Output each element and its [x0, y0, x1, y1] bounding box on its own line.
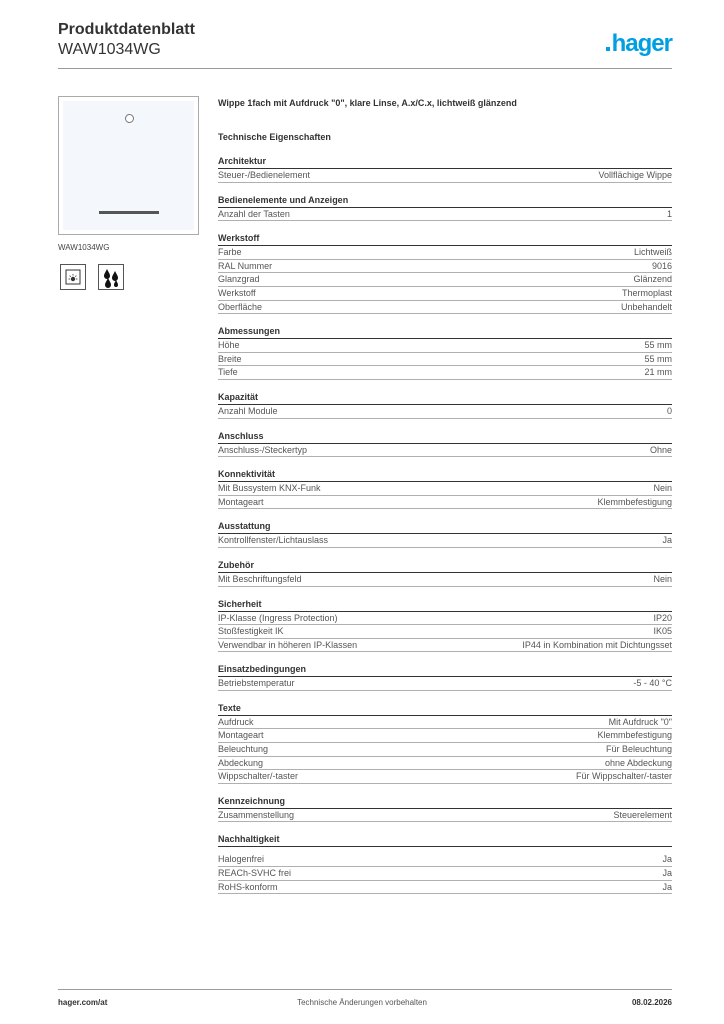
spec-value: ohne Abdeckung	[604, 757, 672, 768]
waterdrops-icon	[98, 264, 124, 290]
spec-value: IK05	[653, 626, 672, 637]
section-title: Kapazität	[218, 391, 259, 402]
spec-row	[218, 729, 672, 743]
spec-label: Verwendbar in höheren IP-Klassen	[218, 639, 358, 650]
spec-value: Ja	[662, 535, 672, 546]
section-title: Konnektivität	[218, 469, 276, 480]
spec-row	[218, 534, 672, 548]
spec-section	[218, 231, 672, 314]
spec-section	[218, 597, 672, 653]
spec-label: Beleuchtung	[218, 744, 269, 755]
spec-sections	[218, 154, 672, 894]
spec-value: Klemmbefestigung	[597, 730, 672, 741]
spec-row	[218, 743, 672, 757]
spec-label: Wippschalter/-taster	[218, 771, 299, 782]
spec-value: 9016	[651, 260, 672, 271]
spec-row	[218, 260, 672, 274]
spec-label: Kontrollfenster/Lichtauslass	[218, 535, 329, 546]
spec-label: Anzahl Module	[218, 405, 278, 416]
spec-label: Breite	[218, 353, 242, 364]
spec-row	[218, 573, 672, 587]
spec-value: Für Wippschalter/-taster	[575, 771, 672, 782]
section-title: Texte	[218, 702, 241, 713]
spec-row	[218, 881, 672, 895]
spec-row	[218, 770, 672, 784]
spec-row	[218, 625, 672, 639]
spec-row	[218, 639, 672, 653]
spec-label: Farbe	[218, 247, 242, 258]
spec-row	[218, 496, 672, 510]
spec-value: Nein	[653, 483, 672, 494]
spec-label: Glanzgrad	[218, 274, 260, 285]
spec-value: Steuerelement	[613, 809, 672, 820]
spec-section	[218, 429, 672, 458]
spec-label: REACh-SVHC frei	[218, 868, 292, 879]
spec-section	[218, 193, 672, 222]
print-bar-icon	[99, 211, 159, 214]
spec-row	[218, 677, 672, 691]
spec-section	[218, 390, 672, 419]
section-title: Werkstoff	[218, 233, 260, 244]
spec-value: IP20	[653, 612, 672, 623]
section-title: Nachhaltigkeit	[218, 834, 280, 845]
footer-divider	[58, 989, 672, 990]
spec-label: Steuer-/Bedienelement	[218, 170, 311, 180]
spec-row	[218, 612, 672, 626]
spec-row	[218, 208, 672, 222]
spec-section	[218, 794, 672, 823]
spec-label: RoHS-konform	[218, 881, 278, 892]
spec-row	[218, 287, 672, 301]
lens-icon	[125, 114, 134, 123]
product-description: Wippe 1fach mit Aufdruck "0", klare Linse, A.x/C.x, lichtweiß glänzend	[218, 98, 517, 108]
spec-value: 55 mm	[644, 340, 672, 351]
section-title: Sicherheit	[218, 598, 262, 609]
spec-value: Lichtweiß	[633, 247, 672, 258]
spec-label: Halogenfrei	[218, 854, 265, 865]
spec-row	[218, 867, 672, 881]
spec-row	[218, 482, 672, 496]
spec-label: Montageart	[218, 730, 264, 741]
section-title: Zubehör	[218, 559, 254, 570]
spec-value: Mit Aufdruck "0"	[608, 716, 672, 727]
spec-value: 21 mm	[644, 367, 672, 378]
section-title: Anschluss	[218, 430, 264, 441]
spec-section	[218, 467, 672, 509]
section-title: Abmessungen	[218, 326, 281, 337]
document-header	[58, 20, 195, 60]
spec-value: Glänzend	[633, 274, 672, 285]
spec-label: Montageart	[218, 496, 264, 507]
section-title: Ausstattung	[218, 521, 271, 532]
spec-label: Zusammenstellung	[218, 809, 295, 820]
product-image	[58, 96, 199, 235]
section-title: Einsatzbedingungen	[218, 664, 307, 675]
spec-section	[218, 519, 672, 548]
logo-dot-icon	[606, 47, 610, 51]
spec-label: Höhe	[218, 340, 240, 351]
header-divider	[58, 68, 672, 69]
tech-properties-heading: Technische Eigenschaften	[218, 132, 331, 142]
spec-value: Ja	[662, 854, 672, 865]
spec-label: Mit Bussystem KNX-Funk	[218, 483, 321, 494]
section-title: Kennzeichnung	[218, 795, 285, 806]
footer-disclaimer: Technische Änderungen vorbehalten	[297, 998, 427, 1007]
spec-label: Anzahl der Tasten	[218, 208, 290, 219]
spec-label: IP-Klasse (Ingress Protection)	[218, 612, 338, 623]
spec-value: Ohne	[649, 444, 672, 455]
spec-row	[218, 169, 672, 183]
spec-section	[218, 832, 672, 894]
spec-label: Werkstoff	[218, 287, 256, 298]
spec-label: Abdeckung	[218, 757, 264, 768]
spec-row	[218, 405, 672, 419]
spec-section	[218, 701, 672, 784]
spec-row	[218, 301, 672, 315]
spec-value: Vollflächige Wippe	[598, 170, 672, 180]
spec-section	[218, 558, 672, 587]
spec-value: Für Beleuchtung	[605, 744, 672, 755]
spec-section	[218, 324, 672, 380]
spec-row	[218, 444, 672, 458]
indoor-light-icon	[60, 264, 86, 290]
image-caption: WAW1034WG	[58, 243, 110, 252]
spec-row	[218, 273, 672, 287]
hager-logo	[606, 30, 672, 58]
spec-label: RAL Nummer	[218, 260, 273, 271]
footer-date: 08.02.2026	[631, 998, 672, 1007]
product-code: WAW1034WG	[58, 41, 161, 58]
spec-value: Thermoplast	[621, 287, 672, 298]
spec-section	[218, 662, 672, 691]
spec-label: Stoßfestigkeit IK	[218, 626, 284, 637]
spec-row	[218, 716, 672, 730]
document-title: Produktdatenblatt	[58, 21, 195, 38]
spec-label: Anschluss-/Steckertyp	[218, 444, 308, 455]
spec-row	[218, 339, 672, 353]
spec-row	[218, 757, 672, 771]
spec-label: Aufdruck	[218, 716, 254, 727]
logo-text: hager	[611, 30, 672, 57]
spec-row	[218, 366, 672, 380]
spec-row	[218, 853, 672, 867]
spec-value: 0	[666, 405, 672, 416]
spec-value: 55 mm	[644, 353, 672, 364]
spec-label: Tiefe	[218, 367, 238, 378]
spec-row	[218, 809, 672, 823]
product-content	[218, 96, 672, 894]
spec-value: IP44 in Kombination mit Dichtungsset	[522, 639, 672, 650]
spec-label: Oberfläche	[218, 301, 263, 312]
section-title: Architektur	[218, 156, 267, 166]
spec-row	[218, 246, 672, 260]
footer-website[interactable]: hager.com/at	[58, 998, 108, 1007]
section-title: Bedienelemente und Anzeigen	[218, 194, 349, 205]
spec-value: Ja	[662, 881, 672, 892]
spec-value: 1	[666, 208, 672, 219]
spec-value: Klemmbefestigung	[597, 496, 672, 507]
spec-value: -5 - 40 °C	[633, 678, 672, 689]
spec-label: Mit Beschriftungsfeld	[218, 573, 302, 584]
spec-section	[218, 154, 672, 183]
spec-value: Unbehandelt	[620, 301, 672, 312]
spec-row	[218, 353, 672, 367]
spec-value: Nein	[653, 573, 672, 584]
spec-label: Betriebstemperatur	[218, 678, 295, 689]
spec-value: Ja	[662, 868, 672, 879]
